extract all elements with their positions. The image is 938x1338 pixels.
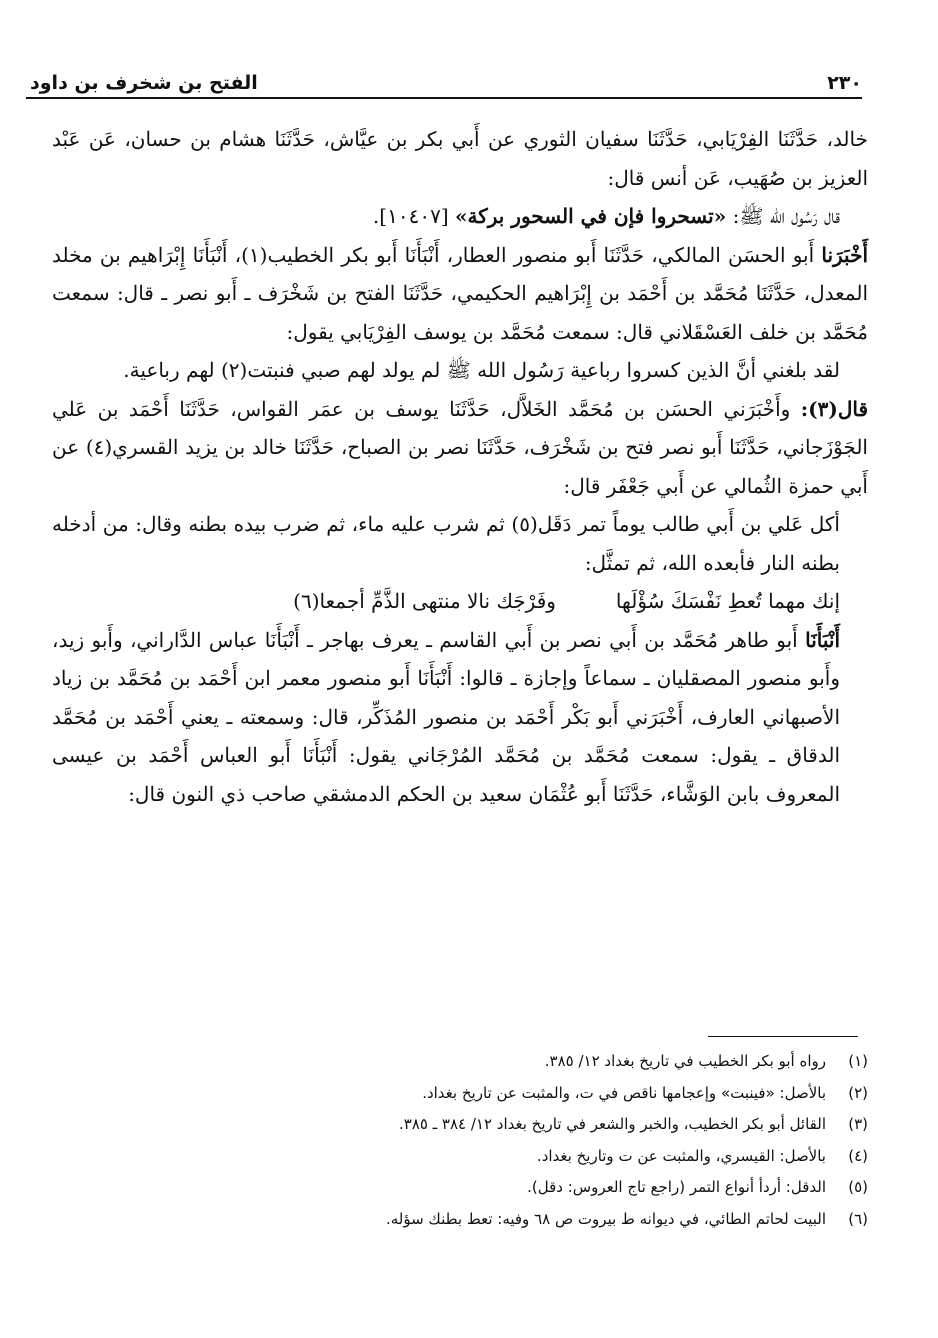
footnote-rule: [708, 1036, 858, 1037]
lead-word-qala: قال(٣):: [800, 396, 869, 421]
footnote-text: القائل أبو بكر الخطيب، والخبر والشعر في تاريخ بغداد ١٢/ ٣٨٤ ـ ٣٨٥.: [399, 1115, 826, 1133]
footnote-number: (١): [848, 1052, 868, 1070]
footnote-number: (٥): [848, 1178, 868, 1196]
running-title: الفتح بن شخرف بن داود: [30, 72, 258, 94]
footnotes: [120, 1046, 868, 1235]
footnote: [120, 1204, 868, 1236]
footnote-number: (٦): [848, 1209, 868, 1228]
footnote: [120, 1046, 868, 1078]
footnote-text: رواه أبو بكر الخطيب في تاريخ بغداد ١٢/ ٣٨٥.: [544, 1052, 826, 1070]
poetry-verse: [52, 582, 868, 621]
footnote: [120, 1109, 868, 1141]
paragraph-hadith: [52, 197, 868, 236]
footnote: [120, 1172, 868, 1204]
footnote-text: بالأصل: «فينبت» وإعجامها ناقص في ت، والمثبت عن تاريخ بغداد.: [422, 1083, 826, 1102]
paragraph-isnad-2-text: أَبو الحسَن المالكي، حَدَّثَنَا أَبو منصور العطار، أَنْبَأَنَا أَبو بكر الخطيب(١)، أَنْبَأَنَا إِبْرَاهيم بن مخلد المعدل، حَدَّثَنَا مُحَمَّد بن أَحْمَد بن إِبْرَاهيم الحكيمي، حَدَّثَنَا الفتح بن شَخْرَف ـ أَبو نصر ـ قال: سمعت مُحَمَّد بن خلف العَسْقَلاني قال: سمعت مُحَمَّد بن يوسف الفِرْيَابي يقول:: [52, 242, 868, 344]
paragraph-isnad-2: [52, 236, 868, 352]
paragraph-isnad-4-text: أَبو طاهر مُحَمَّد بن أَبي نصر بن أَبي القاسم ـ يعرف بهاجر ـ أَنْبَأَنَا عباس الدَّاراني، وأَبو زيد، وأَبو منصور المصقليان ـ سماعاً وإجازة ـ قالوا: أَنْبَأَنَا أَبو منصور معمر ابن أَحْمَد بن مُحَمَّد بن زياد الأصبهاني العارف، أَخْبَرَني أَبو بَكْر أَحْمَد بن منصور المُذَكِّر، قال: وسمعته ـ يعني أَحْمَد بن مُحَمَّد الدقاق ـ يقول: سمعت مُحَمَّد بن مُحَمَّد المُرْجَاني يقول: أَنْبَأَنَا أَبو العباس أَحْمَد بن عيسى المعروف بابن الوَشَّاء، حَدَّثَنَا أَبو عُثْمَان سعيد بن الحكم الدمشقي صاحب ذي النون قال:: [52, 627, 840, 806]
paragraph-isnad-3-text: وأَخْبَرَني الحسَن بن مُحَمَّد الخَلاَّل، حَدَّثَنَا يوسف بن عمَر القواس، حَدَّثَنَا أَحْمَد بن عَلي الجَوْزَجاني، حَدَّثَنَا أَبو نصر فتح بن شَخْرَف، حَدَّثَنَا نصر بن الصباح، حَدَّثَنَا خالد بن يزيد القسري(٤) عن أَبي حمزة الثُمالي عن أَبي جَعْفَر قال:: [52, 396, 868, 498]
main-text: [52, 120, 868, 813]
header-rule: [26, 97, 862, 99]
hadith-reference: [١٠٤٠٧].: [372, 204, 449, 228]
hadith-quote: «تسحروا فإن في السحور بركة»: [454, 204, 727, 228]
page-number: ٢٣٠: [827, 72, 862, 94]
paragraph-isnad-1: خالد، حَدَّثَنَا الفِرْيَابي، حَدَّثَنَا سفيان الثوري عن أَبي بكر بن عيَّاش، حَدَّثَنَا هشام بن حسان، عَن عَبْد العزيز بن صُهَيب، عَن أنس قال:: [52, 127, 868, 190]
footnote-text: بالأصل: القيسري، والمثبت عن ت وتاريخ بغداد.: [536, 1146, 826, 1165]
lead-word-akhbarana: أَخْبَرَنا: [821, 242, 868, 267]
paragraph-isnad-3: [52, 390, 868, 506]
paragraph-report: لقد بلغني أنَّ الذين كسروا رباعية رَسُول الله ﷺ لم يولد لهم صبي فنبتت(٢) لهم رباعية.: [123, 358, 840, 382]
footnote: [120, 1141, 868, 1173]
paragraph-isnad-4: [52, 621, 868, 814]
footnote-number: (٤): [848, 1146, 868, 1165]
verse-first-hemistich: إنك مهما تُعطِ نَفْسَكَ سُؤْلَها: [615, 589, 840, 613]
footnote-text: الدقل: أردأ أنواع التمر (راجع تاج العروس: دقل).: [527, 1178, 826, 1196]
footnote-number: (٢): [848, 1083, 868, 1102]
hadith-intro: قال رَسُول الله ﷺ:: [726, 204, 840, 228]
page-header: [30, 58, 862, 94]
footnote: [120, 1078, 868, 1110]
footnote-text: البيت لحاتم الطائي، في ديوانه ط بيروت ص ٦٨ وفيه: تعط بطنك سؤله.: [385, 1209, 826, 1228]
footnote-number: (٣): [848, 1115, 868, 1133]
verse-second-hemistich: وفَرْجَك نالا منتهى الذَّمِّ أجمعا(٦): [293, 589, 556, 613]
lead-word-anbaana: أَنْبَأَنَا: [805, 627, 841, 652]
paragraph-narrative: أكل عَلي بن أَبي طالب يوماً تمر دَقَل(٥) ثم شرب عليه ماء، ثم ضرب بيده بطنه وقال: من أدخله بطنه النار فأبعده الله، ثم تمثَّل:: [52, 512, 840, 575]
